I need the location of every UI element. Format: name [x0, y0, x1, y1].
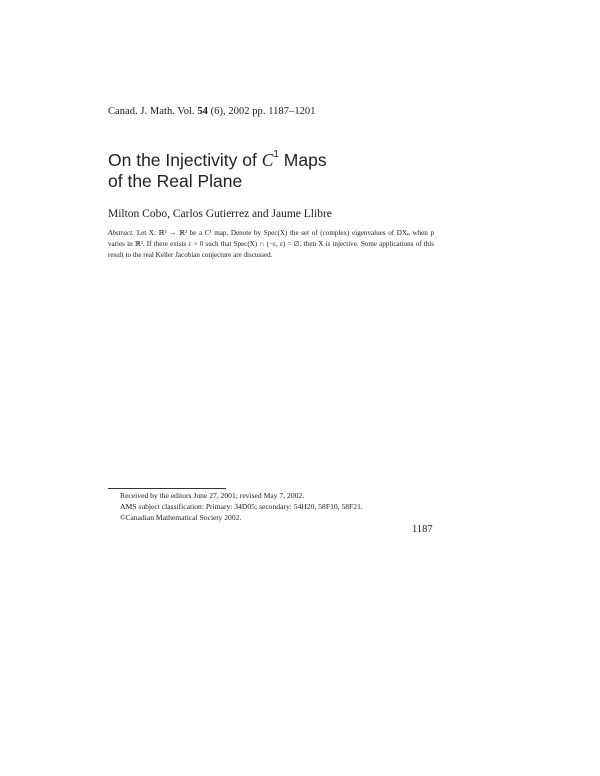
- journal-citation: [108, 106, 316, 117]
- title-line1-post: Maps: [278, 149, 327, 170]
- title-math-superscript: 1: [273, 149, 279, 160]
- title-math-c: C: [261, 149, 274, 170]
- copyright-icon: ©: [120, 514, 126, 522]
- paper-title: [108, 146, 327, 192]
- title-line1-pre: On the Injectivity of: [108, 149, 262, 170]
- journal-issue-pages: (6), 2002 pp. 1187–1201: [210, 106, 316, 117]
- journal-volume: 54: [197, 106, 208, 117]
- footnote-divider: [108, 488, 226, 489]
- page-number: 1187: [412, 524, 433, 535]
- abstract-text: Let X: ℝ² → ℝ² be a C¹ map. Denote by Spec(X) the set of (complex) eigenvalues of DXₚ when p varies in ℝ². If there exists ε > 0 such that Spec(X) ∩ (−ε, ε) = ∅, then X is injective. Some applications of this result to the real Keller Jacobian conjecture are discussed.: [108, 229, 434, 259]
- copyright-text: Canadian Mathematical Society 2002.: [125, 513, 242, 522]
- abstract-label: Abstract.: [108, 229, 134, 237]
- author-list: Milton Cobo, Carlos Gutierrez and Jaume Llibre: [108, 208, 332, 220]
- footnote-ams-classification: AMS subject classification: Primary: 34D05; secondary: 54H20, 58F10, 58F21.: [120, 502, 363, 511]
- footnote-received: Received by the editors June 27, 2001; revised May 7, 2002.: [120, 491, 305, 500]
- footnote-copyright: [120, 512, 363, 524]
- title-line2: of the Real Plane: [108, 170, 243, 191]
- abstract: [108, 228, 434, 261]
- journal-name: Canad. J. Math. Vol.: [108, 106, 195, 117]
- footnotes: [120, 490, 363, 524]
